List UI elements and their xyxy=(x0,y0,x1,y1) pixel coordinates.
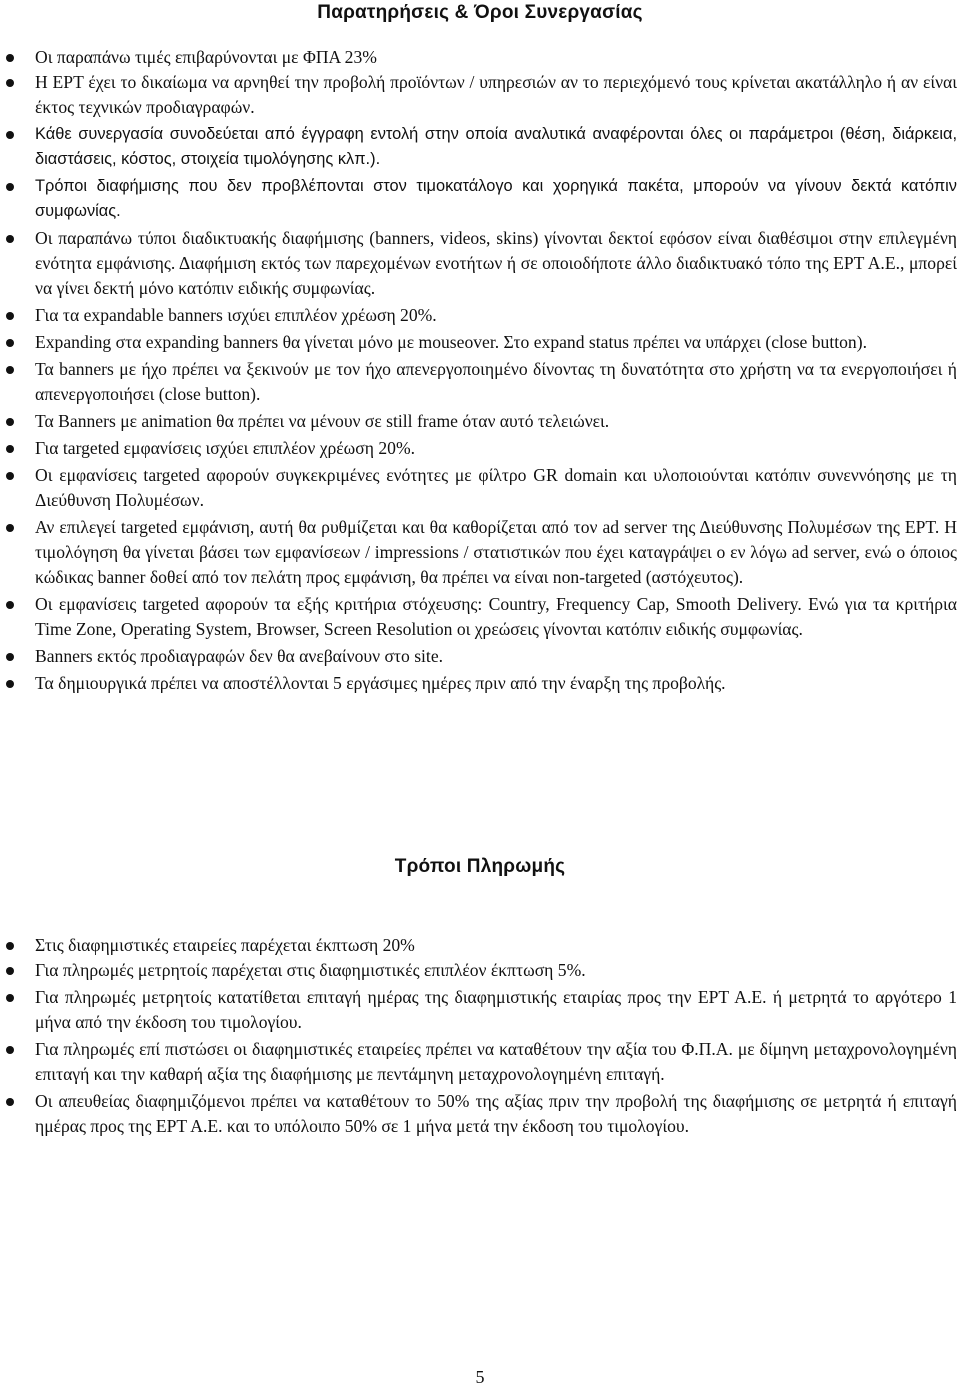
list-item: Για πληρωμές επί πιστώσει οι διαφημιστικές εταιρείες πρέπει να καταθέτουν την αξία του Φ.Π.Α. με δίμηνη μεταχρονολογημένη επιταγή και την καθαρή αξία της διαφήμισης με πεντάμηνη μεταχρονολογημένη επιταγή. xyxy=(35,1037,957,1087)
section-title-terms: Παρατηρήσεις & Όροι Συνεργασίας xyxy=(317,2,643,23)
list-item: Banners εκτός προδιαγραφών δεν θα ανεβαίνουν στο site. xyxy=(35,644,957,669)
list-item: Τρόποι διαφήμισης που δεν προβλέπονται στον τιμοκατάλογο και χορηγικά πακέτα, μπορούν να γίνουν δεκτά κατόπιν συμφωνίας. xyxy=(35,174,957,224)
section-title-payment: Τρόποι Πληρωμής xyxy=(394,856,566,877)
payment-list xyxy=(35,933,957,1141)
list-item: Για πληρωμές μετρητοίς κατατίθεται επιταγή ημέρας της διαφημιστικής εταιρίας προς την ΕΡΤ Α.Ε. ή μετρητά το αργότερο 1 μήνα από την έκδοση του τιμολογίου. xyxy=(35,985,957,1035)
list-item: Αν επιλεγεί targeted εμφάνιση, αυτή θα ρυθμίζεται και θα καθορίζεται από τον ad server της Διεύθυνσης Πολυμέσων της ΕΡΤ. Η τιμολόγηση θα γίνεται βάσει των εμφανίσεων / impressions / στατιστικών που έχει καταγράψει ο εν λόγω ad server, ενώ ο όποιος κώδικας banner δοθεί από τον πελάτη προς εμφάνιση, θα πρέπει να είναι non-targeted (αστόχευτος). xyxy=(35,515,957,590)
list-item: Για τα expandable banners ισχύει επιπλέον χρέωση 20%. xyxy=(35,303,957,328)
terms-list xyxy=(35,45,957,698)
list-item: Οι παραπάνω τύποι διαδικτυακής διαφήμισης (banners, videos, skins) γίνονται δεκτοί εφόσον είναι διαθέσιμοι στην επιλεγμένη ενότητα εμφάνισης. Διαφήμιση εκτός των παρεχομένων ενοτήτων ή σε οποιοδήποτε άλλο διαδικτυακό τόπο της ΕΡΤ Α.Ε., μπορεί να γίνει δεκτή μόνο κατόπιν ειδικής συμφωνίας. xyxy=(35,226,957,301)
list-item: Για πληρωμές μετρητοίς παρέχεται στις διαφημιστικές επιπλέον έκπτωση 5%. xyxy=(35,958,957,983)
list-item: Τα δημιουργικά πρέπει να αποστέλλονται 5 εργάσιμες ημέρες πριν από την έναρξη της προβολής. xyxy=(35,671,957,696)
page-number: 5 xyxy=(475,1367,485,1387)
list-item: Οι εμφανίσεις targeted αφορούν συγκεκριμένες ενότητες με φίλτρο GR domain και υλοποιούνται κατόπιν συνεννόησης με τη Διεύθυνση Πολυμέσων. xyxy=(35,463,957,513)
list-item: Τα Banners με animation θα πρέπει να μένουν σε still frame όταν αυτό τελειώνει. xyxy=(35,409,957,434)
list-item: Οι παραπάνω τιμές επιβαρύνονται με ΦΠΑ 23% xyxy=(35,45,957,70)
list-item: Στις διαφημιστικές εταιρείες παρέχεται έκπτωση 20% xyxy=(35,933,957,958)
list-item: Οι εμφανίσεις targeted αφορούν τα εξής κριτήρια στόχευσης: Country, Frequency Cap, Smooth Delivery. Ενώ για τα κριτήρια Time Zone, Operating System, Browser, Screen Resolution οι χρεώσεις γίνονται κατόπιν ειδικής συμφωνίας. xyxy=(35,592,957,642)
list-item: Η ΕΡΤ έχει το δικαίωμα να αρνηθεί την προβολή προϊόντων / υπηρεσιών αν το περιεχόμενό τους κρίνεται ακατάλληλο ή αν είναι έκτος τεχνικών προδιαγραφών. xyxy=(35,70,957,120)
list-item: Expanding στα expanding banners θα γίνεται μόνο με mouseover. Στο expand status πρέπει να υπάρχει (close button). xyxy=(35,330,957,355)
list-item: Οι απευθείας διαφημιζόμενοι πρέπει να καταθέτουν το 50% της αξίας πριν την προβολή της διαφήμισης σε μετρητά ή επιταγή ημέρας προς της ΕΡΤ Α.Ε. και το υπόλοιπο 50% σε 1 μήνα μετά την έκδοση του τιμολογίου. xyxy=(35,1089,957,1139)
list-item: Τα banners με ήχο πρέπει να ξεκινούν με τον ήχο απενεργοποιημένο δίνοντας τη δυνατότητα στο χρήστη να τα ενεργοποιήσει ή απενεργοποιήσει (close button). xyxy=(35,357,957,407)
list-item: Για targeted εμφανίσεις ισχύει επιπλέον χρέωση 20%. xyxy=(35,436,957,461)
list-item: Κάθε συνεργασία συνοδεύεται από έγγραφη εντολή στην οποία αναλυτικά αναφέρονται όλες οι παράμετροι (θέση, διάρκεια, διαστάσεις, κόστος, στοιχεία τιμολόγησης κλπ.). xyxy=(35,122,957,172)
